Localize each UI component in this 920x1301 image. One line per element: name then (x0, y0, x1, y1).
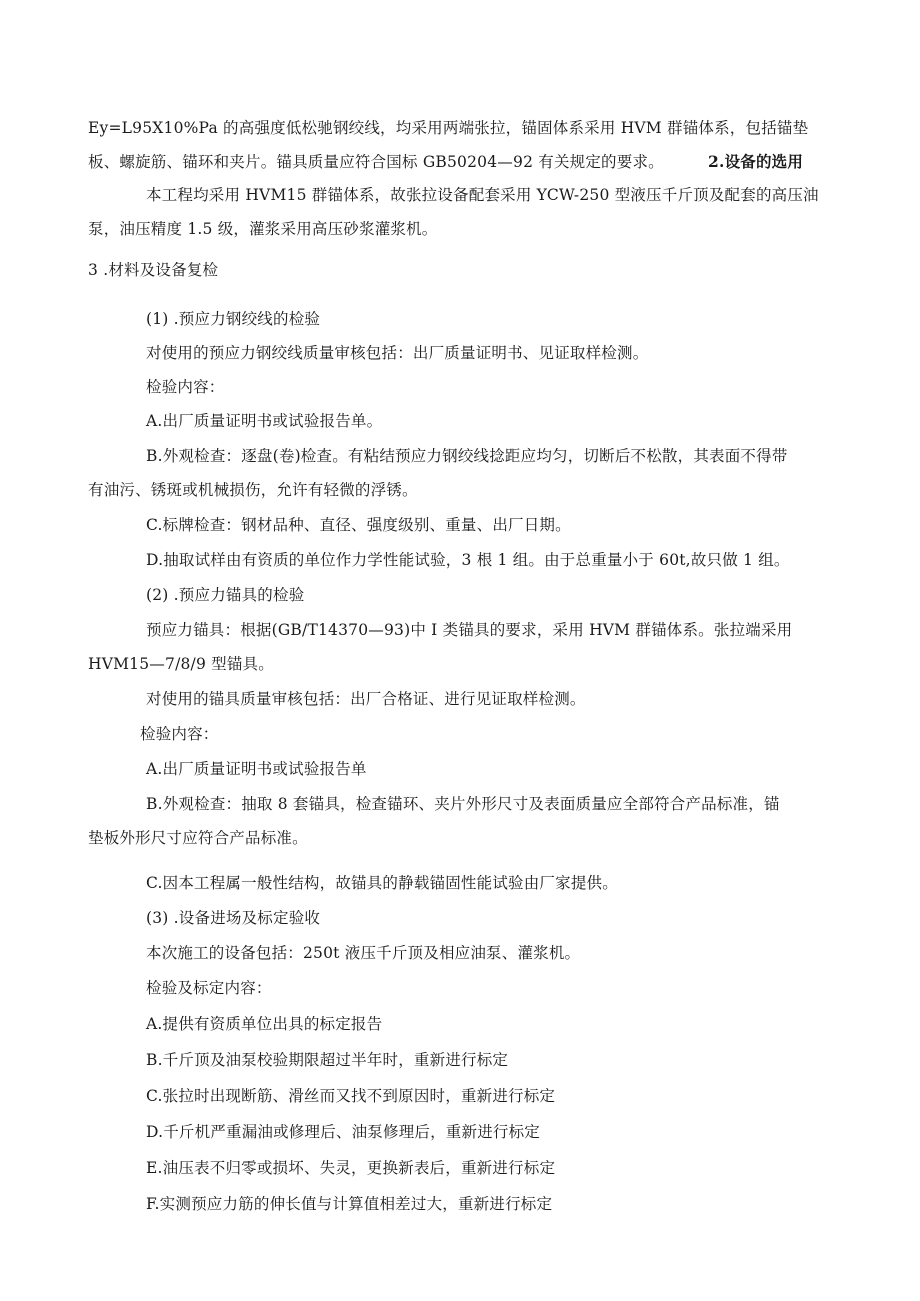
text-line: 对使用的预应力钢绞线质量审核包括：出厂质量证明书、见证取样检测。 (146, 344, 649, 362)
list-item-continuation: 垫板外形尺寸应符合产品标准。 (88, 829, 308, 847)
subsection-title: (3) .设备进场及标定验收 (146, 909, 321, 927)
text-line: 对使用的锚具质量审核包括：出厂合格证、进行见证取样检测。 (146, 690, 586, 708)
text-line: 板、螺旋筋、锚环和夹片。锚具质量应符合国标 GB50204—92 有关规定的要求。 (88, 153, 664, 171)
list-item: C.因本工程属一般性结构，故锚具的静载锚固性能试验由厂家提供。 (146, 874, 618, 892)
list-item: B.外观检查：逐盘(卷)检查。有粘结预应力钢绞线捻距应均匀，切断后不松散，其表面不得带 (146, 447, 788, 465)
list-item: D.千斤机严重漏油或修理后、油泵修理后，重新进行标定 (146, 1123, 541, 1141)
text-line: HVM15—7/8/9 型锚具。 (88, 655, 274, 673)
list-item: B.外观检查：抽取 8 套锚具，检查锚环、夹片外形尺寸及表面质量应全部符合产品标准，锚 (146, 795, 780, 813)
list-item: A.提供有资质单位出具的标定报告 (146, 1015, 383, 1033)
text-line: Ey=L95X10%Pa 的高强度低松驰钢绞线，均采用两端张拉，锚固体系采用 HVM 群锚体系，包括锚垫 (88, 119, 809, 137)
list-item: A.出厂质量证明书或试验报告单 (146, 760, 367, 778)
list-item: D.抽取试样由有资质的单位作力学性能试验，3 根 1 组。由于总重量小于 60t,故只做 1 组。 (146, 551, 790, 569)
text-line: 本工程均采用 HVM15 群锚体系，故张拉设备配套采用 YCW-250 型液压千斤顶及配套的高压油 (146, 186, 819, 204)
text-line: 预应力锚具：根据(GB/T14370—93)中 I 类锚具的要求，采用 HVM 群锚体系。张拉端采用 (146, 621, 793, 639)
text-line: 检验内容： (140, 725, 219, 743)
list-item: C.张拉时出现断筋、滑丝而又找不到原因时，重新进行标定 (146, 1087, 556, 1105)
list-item: C.标牌检查：钢材品种、直径、强度级别、重量、出厂日期。 (146, 516, 571, 534)
list-item: A.出厂质量证明书或试验报告单。 (146, 412, 383, 430)
list-item: E.油压表不归零或损坏、失灵，更换新表后，重新进行标定 (146, 1159, 556, 1177)
text-line: 本次施工的设备包括：250t 液压千斤顶及相应油泵、灌浆机。 (146, 944, 581, 962)
section-heading: 3 .材料及设备复检 (88, 261, 219, 279)
list-item: F.实测预应力筋的伸长值与计算值相差过大，重新进行标定 (146, 1195, 553, 1213)
list-item-continuation: 有油污、锈斑或机械损伤，允许有轻微的浮锈。 (88, 481, 418, 499)
subsection-title: (2) .预应力锚具的检验 (146, 586, 305, 604)
section-heading: 2.设备的选用 (708, 152, 804, 171)
subsection-title: (1) .预应力钢绞线的检验 (146, 310, 321, 328)
text-line: 泵，油压精度 1.5 级，灌浆采用高压砂浆灌浆机。 (88, 220, 438, 238)
text-line: 检验内容： (146, 378, 225, 396)
text-line: 检验及标定内容： (146, 979, 272, 997)
list-item: B.千斤顶及油泵校验期限超过半年时，重新进行标定 (146, 1051, 509, 1069)
